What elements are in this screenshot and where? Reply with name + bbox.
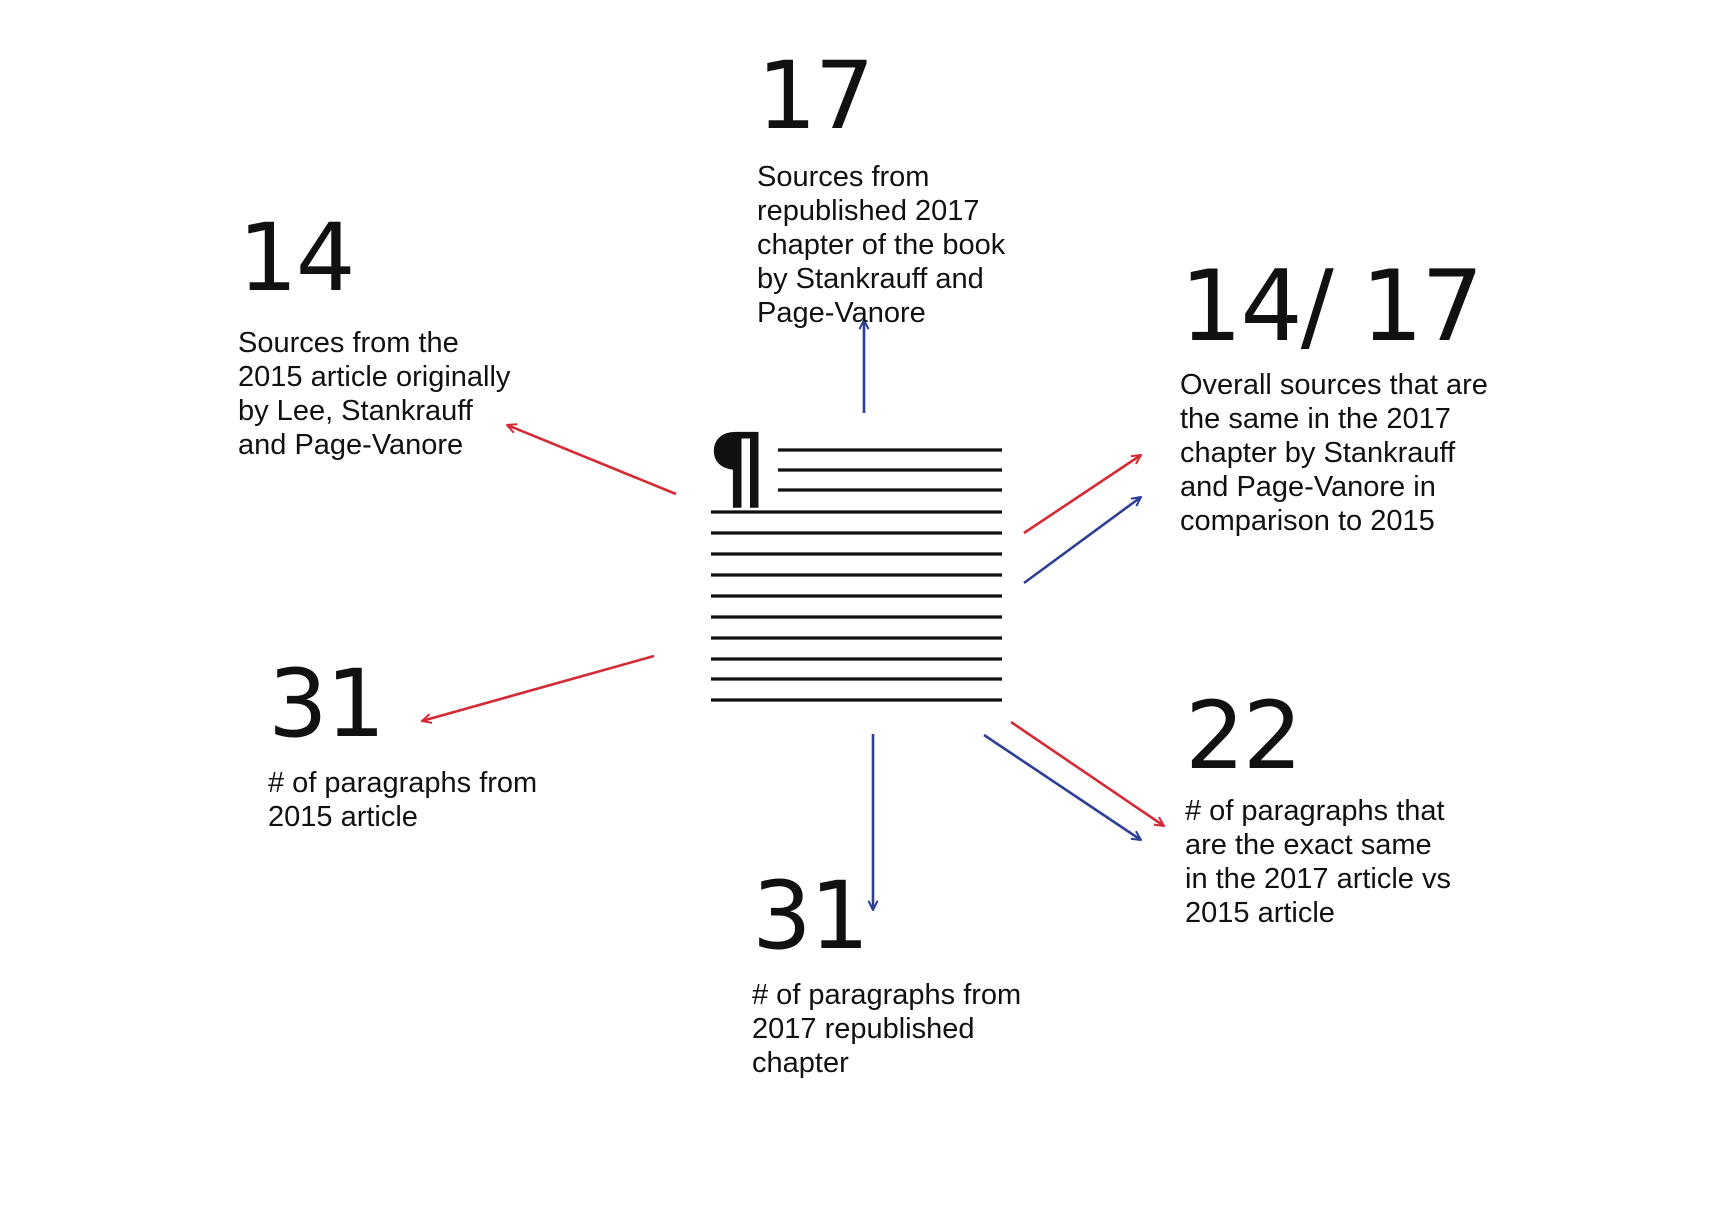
stat-sources-2017 — [757, 42, 1006, 330]
pilcrow-icon: ¶ — [708, 414, 767, 521]
stat-description: # of paragraphs that are the exact same in the 2017 article vs 2015 article — [1185, 795, 1451, 929]
stat-number: 14/ 17 — [1180, 250, 1482, 364]
arrow-downright-red — [1011, 722, 1164, 826]
stat-description: # of paragraphs from 2017 republished chapter — [752, 979, 1022, 1079]
stat-number: 14 — [238, 204, 354, 313]
stat-paragraphs-2017 — [752, 862, 1022, 1080]
arrow-upleft-red — [507, 425, 676, 494]
stat-paragraphs-2015 — [268, 650, 538, 834]
stat-sources-2015 — [238, 204, 511, 462]
paragraph-document-icon — [708, 414, 1002, 700]
stat-description: Overall sources that are the same in the 2017 chapter by Stankrauff and Page-Vanore in comparison to 2015 — [1180, 369, 1488, 537]
stat-description: Sources from the 2015 article originally by Lee, Stankrauff and Page-Vanore — [238, 327, 511, 461]
stat-description: Sources from republished 2017 chapter of the book by Stankrauff and Page-Vanore — [757, 161, 1006, 329]
stat-number: 31 — [752, 862, 868, 971]
stat-overall-same-sources — [1180, 250, 1488, 538]
stat-number: 31 — [268, 650, 384, 759]
arrow-right-blue — [1024, 497, 1141, 583]
stat-number: 17 — [757, 42, 873, 151]
stat-description: # of paragraphs from 2015 article — [268, 767, 538, 833]
stat-number: 22 — [1185, 682, 1301, 791]
arrow-right-red — [1024, 455, 1141, 533]
arrow-downright-blue — [984, 735, 1141, 840]
stat-exact-same-paragraphs — [1185, 682, 1451, 930]
